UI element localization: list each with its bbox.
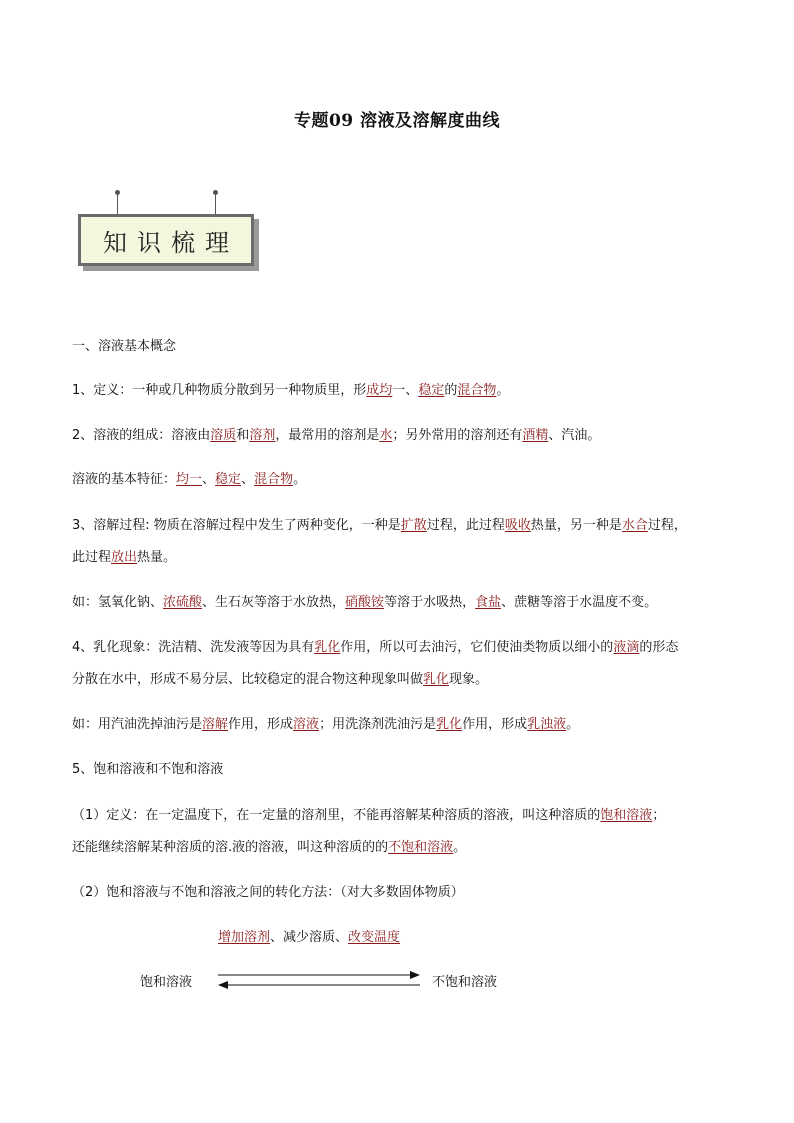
- paragraph-dissolving-line1: [72, 516, 732, 536]
- conversion-methods-label: [218, 929, 400, 947]
- text-run: 3、溶解过程: 物质在溶解过程中发生了两种变化，一种是: [72, 518, 401, 533]
- text-run: ；用洗涤剂洗油污是: [319, 717, 437, 732]
- text-run: 4、乳化现象：洗洁精、洗发液等因为具有: [72, 640, 315, 655]
- answer-blank: 增加溶剂: [218, 930, 271, 945]
- answer-blank: 吸收: [504, 518, 531, 533]
- text-run: 热量。: [137, 550, 177, 565]
- text-run: 。: [453, 840, 467, 855]
- answer-blank: 食盐: [475, 595, 502, 610]
- text-run: 此过程: [72, 550, 112, 565]
- answer-blank: 稳定: [215, 472, 242, 487]
- text-run: 。: [566, 717, 580, 732]
- answer-blank: 硝酸铵: [345, 595, 385, 610]
- paragraph-saturated-def-line2: [72, 838, 732, 858]
- answer-blank: 混合物: [457, 383, 497, 398]
- text-run: 、: [202, 472, 216, 487]
- answer-blank: 乳化: [423, 672, 450, 687]
- text-run: 过程，: [647, 518, 687, 533]
- answer-blank: 均一: [176, 472, 203, 487]
- answer-blank: 水合: [621, 518, 648, 533]
- answer-blank: 酒精: [522, 428, 549, 443]
- text-run: 如：氢氧化钠、: [72, 595, 164, 610]
- paragraph-examples: [72, 593, 732, 613]
- answer-blank: 溶解: [202, 717, 229, 732]
- text-run: 、汽油。: [548, 428, 601, 443]
- text-run: 如：用汽油洗掉油污是: [72, 717, 203, 732]
- page-title: 专题09 溶液及溶解度曲线: [293, 111, 501, 131]
- answer-blank: 不饱和溶液: [388, 840, 454, 855]
- text-run: 、蔗糖等溶于水温度不变。: [501, 595, 658, 610]
- paragraph-emulsion-line1: [72, 638, 732, 658]
- answer-blank: 乳浊液: [527, 717, 567, 732]
- answer-blank: 混合物: [254, 472, 294, 487]
- section-heading-1: 一、溶液基本概念: [72, 339, 177, 354]
- text-run: 还能继续溶解某种溶质的溶.液的溶液，叫这种溶质的的: [72, 840, 389, 855]
- saturated-solution-label: 饱和溶液: [140, 975, 193, 990]
- answer-blank: 浓硫酸: [163, 595, 203, 610]
- conversion-arrows: [214, 968, 424, 992]
- answer-blank: 溶液: [293, 717, 320, 732]
- text-run: 、生石灰等溶于水放热，: [202, 595, 346, 610]
- text-run: 过程，此过程: [426, 518, 505, 533]
- paragraph-emulsion-examples: [72, 715, 732, 735]
- text-run: ；: [652, 808, 666, 823]
- text-run: 溶液的基本特征：: [72, 472, 177, 487]
- answer-blank: 溶剂: [249, 428, 276, 443]
- text-run: 、: [241, 472, 255, 487]
- text-run: （1）定义：在一定温度下，在一定量的溶剂里，不能再溶解某种溶质的溶液，叫这种溶质的: [72, 808, 601, 823]
- answer-blank: 改变温度: [348, 930, 401, 945]
- text-run: 。: [293, 472, 307, 487]
- text-run: 热量，另一种是: [530, 518, 622, 533]
- unsaturated-solution-label: 不饱和溶液: [432, 975, 498, 990]
- knowledge-sign: [78, 190, 268, 280]
- text-run: 等溶于水吸热，: [384, 595, 476, 610]
- text-run: 作用，形成: [228, 717, 294, 732]
- answer-blank: 放出: [111, 550, 138, 565]
- sign-board: [78, 214, 254, 266]
- answer-blank: 饱和溶液: [600, 808, 653, 823]
- text-run: 、减少溶质、: [270, 930, 349, 945]
- paragraph-features: [72, 470, 732, 490]
- answer-blank: 乳化: [314, 640, 341, 655]
- answer-blank: 成均: [366, 383, 393, 398]
- paragraph-dissolving-line2: [72, 548, 732, 568]
- text-run: 的形态: [639, 640, 679, 655]
- text-run: ，最常用的溶剂是: [275, 428, 380, 443]
- text-run: 一、: [392, 383, 419, 398]
- text-run: 。: [496, 383, 510, 398]
- paragraph-emulsion-line2: [72, 670, 732, 690]
- text-run: 1、定义：一种或几种物质分散到另一种物质里，形: [72, 383, 367, 398]
- paragraph-saturated-def-line1: [72, 806, 732, 826]
- text-run: 分散在水中，形成不易分层、比较稳定的混合物这种现象叫做: [72, 672, 424, 687]
- answer-blank: 稳定: [418, 383, 445, 398]
- text-run: 现象。: [449, 672, 489, 687]
- answer-blank: 溶质: [210, 428, 237, 443]
- text-run: ；另外常用的溶剂还有: [392, 428, 523, 443]
- paragraph-conversion: （2）饱和溶液与不饱和溶液之间的转化方法：（对大多数固体物质）: [72, 885, 464, 900]
- answer-blank: 液滴: [613, 640, 640, 655]
- sign-label: 知识梳理: [103, 228, 239, 257]
- text-run: 和: [236, 428, 250, 443]
- text-run: 作用，形成: [462, 717, 528, 732]
- section-heading-5: 5、饱和溶液和不饱和溶液: [72, 762, 224, 777]
- paragraph-definition: [72, 381, 732, 401]
- answer-blank: 扩散: [400, 518, 427, 533]
- text-run: 的: [444, 383, 458, 398]
- paragraph-composition: [72, 426, 732, 446]
- answer-blank: 乳化: [436, 717, 463, 732]
- text-run: 2、溶液的组成：溶液由: [72, 428, 211, 443]
- answer-blank: 水: [379, 428, 393, 443]
- text-run: 作用，所以可去油污，它们使油类物质以细小的: [340, 640, 614, 655]
